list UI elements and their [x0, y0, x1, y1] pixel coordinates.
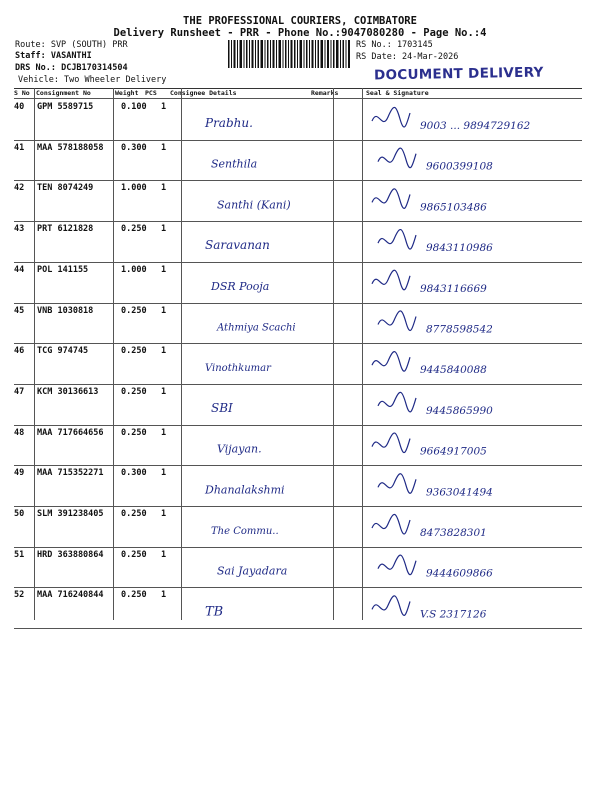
signature-phone-handwriting: 9003 ... 9894729162	[420, 120, 531, 132]
row-border	[14, 140, 582, 141]
rs-date: RS Date: 24-Mar-2026	[356, 52, 459, 62]
row-border	[14, 587, 582, 588]
cell-pcs: 1	[161, 102, 167, 112]
col-consignee: Consignee Details	[170, 89, 237, 97]
row-border	[14, 506, 582, 507]
cell-sno: 52	[14, 590, 25, 601]
signature-scribble	[372, 514, 410, 534]
cell-sno: 47	[14, 386, 25, 397]
runsheet-subtitle: Delivery Runsheet - PRR - Phone No.:9047080280 - Page No.:4	[113, 27, 487, 39]
header-bottom-border	[14, 98, 582, 99]
col-consignment: Consignment No	[36, 89, 91, 97]
signature-scribble	[372, 352, 410, 372]
signature-scribble	[372, 433, 410, 453]
signature-phone-handwriting: 8778598542	[426, 323, 493, 336]
cell-weight: 0.100	[121, 102, 147, 112]
consignee-handwriting: Vinothkumar	[205, 363, 271, 375]
consignee-handwriting: Saravanan	[205, 238, 270, 253]
row-border	[14, 384, 582, 385]
signature-phone-handwriting: 9865103486	[420, 201, 487, 214]
consignee-handwriting: The Commu..	[211, 526, 279, 537]
consignee-handwriting: SBI	[211, 400, 233, 415]
signature-phone-handwriting: 9445865990	[426, 404, 493, 417]
signature-scribble	[372, 189, 410, 209]
cell-sno: 50	[14, 509, 25, 519]
consignee-handwriting: Athmiya Scachi	[217, 322, 296, 334]
cell-weight: 0.300	[121, 468, 147, 479]
consignee-handwriting: Senthila	[211, 157, 258, 171]
cell-consignment-no: GPM 5589715	[37, 102, 94, 112]
cell-weight: 0.250	[121, 509, 147, 519]
cell-pcs: 1	[161, 183, 167, 194]
cell-pcs: 1	[161, 305, 167, 316]
cell-consignment-no: MAA 716240844	[37, 590, 104, 601]
row-border	[14, 628, 582, 629]
cell-pcs: 1	[161, 386, 167, 397]
cell-consignment-no: MAA 717664656	[37, 427, 104, 438]
vehicle-text: Vehicle: Two Wheeler Delivery	[18, 75, 167, 85]
cell-weight: 0.250	[121, 305, 147, 316]
cell-sno: 46	[14, 346, 25, 357]
staff-label: Staff:	[15, 51, 46, 61]
cell-sno: 45	[14, 305, 25, 316]
staff-value: VASANTHI	[50, 51, 92, 61]
cell-weight: 0.300	[121, 142, 147, 153]
staff-info	[15, 51, 92, 61]
cell-weight: 0.250	[121, 386, 147, 397]
consignee-handwriting: DSR Pooja	[211, 279, 270, 293]
signature-phone-handwriting: V.S 2317126	[420, 608, 487, 621]
col-separator	[181, 88, 182, 620]
drs-value: DCJB170314504	[61, 63, 128, 73]
consignee-handwriting: Prabhu.	[205, 116, 253, 130]
col-separator	[333, 88, 334, 620]
cell-weight: 1.000	[121, 183, 147, 194]
cell-weight: 0.250	[121, 346, 147, 357]
row-border	[14, 180, 582, 181]
signature-phone-handwriting: 9843116669	[420, 282, 487, 295]
cell-sno: 51	[14, 549, 25, 560]
consignee-handwriting: Dhanalakshmi	[205, 483, 285, 497]
drs-label: DRS No.:	[15, 63, 56, 73]
drs-info	[15, 63, 128, 73]
cell-pcs: 1	[161, 142, 167, 153]
cell-weight: 1.000	[121, 264, 147, 275]
cell-consignment-no: HRD 363880864	[37, 549, 104, 560]
signature-phone-handwriting: 9843110986	[426, 242, 493, 255]
cell-weight: 0.250	[121, 549, 147, 560]
consignee-handwriting: Santhi (Kani)	[217, 198, 291, 212]
cell-pcs: 1	[161, 427, 167, 438]
cell-consignment-no: MAA 715352271	[37, 468, 104, 479]
consignee-handwriting: Sai Jayadara	[217, 564, 288, 578]
row-border	[14, 221, 582, 222]
cell-weight: 0.250	[121, 224, 147, 235]
row-border	[14, 547, 582, 548]
signature-scribble	[378, 392, 416, 412]
cell-consignment-no: MAA 578188058	[37, 142, 104, 153]
row-border	[14, 303, 582, 304]
col-seal: Seal & Signature	[366, 89, 429, 97]
consignee-handwriting: TB	[205, 604, 224, 620]
rs-number: RS No.: 1703145	[356, 40, 433, 50]
signature-scribble	[378, 474, 416, 494]
cell-consignment-no: SLM 391238405	[37, 509, 104, 519]
col-pcs: PCS	[145, 89, 157, 97]
signature-scribble	[378, 148, 416, 168]
cell-sno: 43	[14, 224, 25, 235]
signature-scribble	[378, 555, 416, 575]
cell-sno: 40	[14, 102, 25, 112]
cell-weight: 0.250	[121, 590, 147, 601]
col-separator	[34, 88, 35, 620]
signature-scribble	[372, 596, 410, 616]
cell-sno: 44	[14, 264, 25, 275]
row-border	[14, 465, 582, 466]
route-text: Route: SVP (SOUTH) PRR	[15, 40, 128, 50]
signature-scribble	[372, 107, 410, 127]
cell-consignment-no: PRT 6121828	[37, 224, 94, 235]
col-sno: S No	[14, 89, 30, 97]
cell-pcs: 1	[161, 549, 167, 560]
col-weight: Weight	[115, 89, 139, 97]
signature-scribble	[378, 230, 416, 250]
signature-phone-handwriting: 9363041494	[426, 486, 493, 499]
cell-consignment-no: POL 141155	[37, 264, 89, 275]
cell-consignment-no: TCG 974745	[37, 346, 89, 357]
col-separator	[113, 88, 114, 620]
cell-weight: 0.250	[121, 427, 147, 438]
cell-pcs: 1	[161, 590, 167, 601]
signature-phone-handwriting: 9444609866	[426, 567, 493, 580]
cell-pcs: 1	[161, 264, 167, 275]
col-separator	[362, 88, 363, 620]
signature-phone-handwriting: 9600399108	[426, 160, 493, 173]
cell-pcs: 1	[161, 224, 167, 235]
row-border	[14, 425, 582, 426]
signature-phone-handwriting: 9664917005	[420, 445, 487, 458]
barcode-image	[228, 40, 350, 68]
company-title: THE PROFESSIONAL COURIERS, COIMBATORE	[183, 15, 417, 27]
row-border	[14, 343, 582, 344]
consignee-handwriting: Vijayan.	[217, 442, 262, 456]
cell-pcs: 1	[161, 468, 167, 479]
cell-sno: 48	[14, 427, 25, 438]
document-delivery-stamp: DOCUMENT DELIVERY	[373, 64, 544, 84]
signature-phone-handwriting: 9445840088	[420, 364, 487, 377]
cell-consignment-no: KCM 30136613	[37, 386, 99, 397]
col-remarks: Remarks	[311, 89, 339, 97]
cell-sno: 49	[14, 468, 25, 479]
cell-consignment-no: TEN 8074249	[37, 183, 94, 194]
signature-scribble	[378, 311, 416, 331]
signature-scribble	[372, 270, 410, 290]
cell-sno: 42	[14, 183, 25, 194]
cell-pcs: 1	[161, 509, 167, 519]
signature-phone-handwriting: 8473828301	[420, 527, 487, 539]
table-top-border	[14, 88, 582, 89]
cell-consignment-no: VNB 1030818	[37, 305, 94, 316]
cell-sno: 41	[14, 142, 25, 153]
row-border	[14, 262, 582, 263]
cell-pcs: 1	[161, 346, 167, 357]
